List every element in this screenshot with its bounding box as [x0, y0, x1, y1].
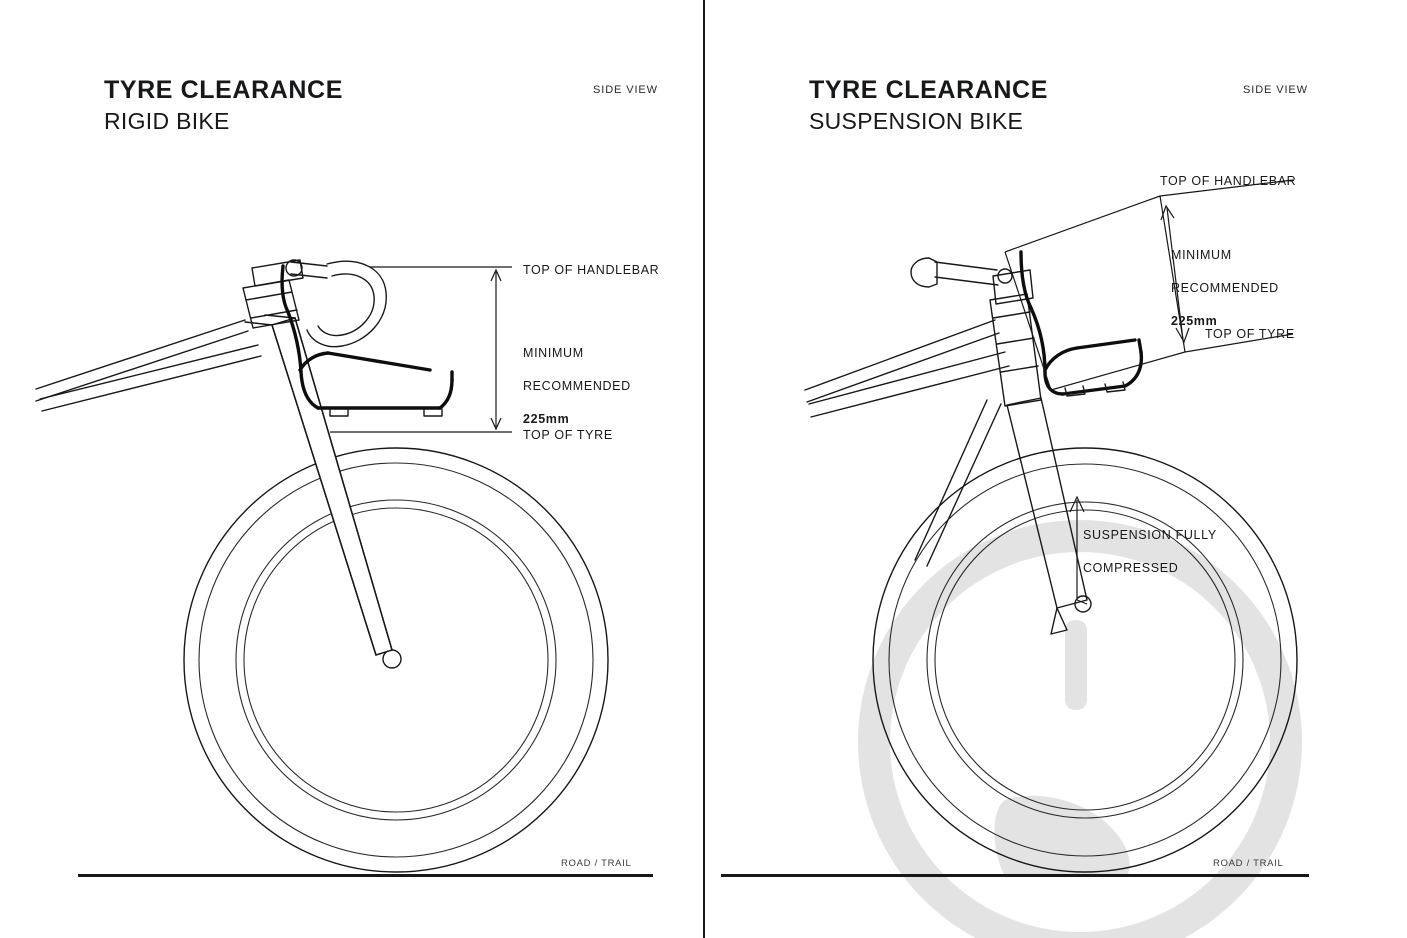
rigid-view-tag: SIDE VIEW: [593, 84, 658, 96]
rigid-subtitle: RIGID BIKE: [104, 107, 230, 134]
suspension-callout-compressed-line1: SUSPENSION FULLY: [1083, 527, 1217, 542]
rigid-callout-min-line1: MINIMUM: [523, 345, 584, 360]
rigid-bike-illustration: [0, 0, 703, 938]
suspension-callout-compressed: [1083, 510, 1217, 593]
panel-suspension-bike: [705, 0, 1407, 938]
rigid-ground-label: ROAD / TRAIL: [561, 858, 632, 869]
rigid-ground-line: [78, 874, 653, 877]
suspension-callout-min-value: 225mm: [1171, 313, 1218, 328]
suspension-title: TYRE CLEARANCE: [809, 76, 1048, 104]
suspension-callout-min-line1: MINIMUM: [1171, 247, 1232, 262]
suspension-view-tag: SIDE VIEW: [1243, 84, 1308, 96]
suspension-ground-line: [721, 874, 1309, 877]
rigid-title-block: [104, 76, 343, 135]
panel-rigid-bike: [0, 0, 703, 938]
rigid-callout-top-of-handlebar: TOP OF HANDLEBAR: [523, 263, 660, 277]
suspension-title-block: [809, 76, 1048, 135]
rigid-callout-top-of-tyre: TOP OF TYRE: [523, 428, 613, 442]
rigid-callout-min-line2: RECOMMENDED: [523, 378, 631, 393]
suspension-callout-top-of-handlebar: TOP OF HANDLEBAR: [1160, 174, 1297, 188]
suspension-subtitle: SUSPENSION BIKE: [809, 107, 1024, 134]
suspension-callout-compressed-line2: COMPRESSED: [1083, 560, 1179, 575]
suspension-bike-illustration: [705, 0, 1407, 938]
suspension-callout-min-line2: RECOMMENDED: [1171, 280, 1279, 295]
suspension-callout-top-of-tyre: TOP OF TYRE: [1205, 327, 1295, 341]
rigid-callout-min-value: 225mm: [523, 411, 570, 426]
rigid-title: TYRE CLEARANCE: [104, 76, 343, 104]
suspension-ground-label: ROAD / TRAIL: [1213, 858, 1284, 869]
